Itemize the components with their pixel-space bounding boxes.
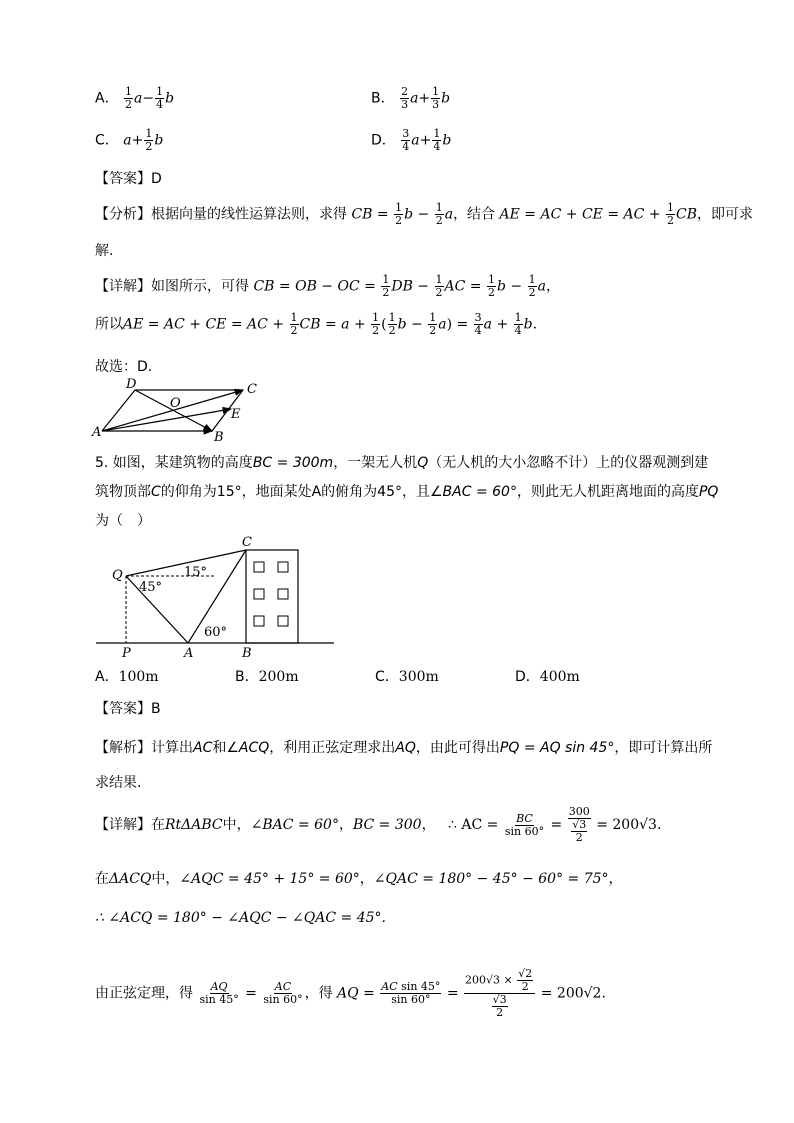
label-p: P <box>122 646 131 660</box>
detail-q5-line4: 由正弦定理，得 $\frac{AQ}{\sin 45^\circ}$ = $\frac{AC}{\sin 60^\circ}$ ，得 AQ = $\frac{\text{AC sin 45°}}{\sin 60^\circ}$ = 200√3 × $\frac{√2}{2}$ $\frac{√3}{2}$ = 200√2. <box>95 967 606 1019</box>
q5-option-d: D．400m <box>515 669 580 685</box>
q5-options <box>95 666 715 686</box>
label-b: B <box>214 430 224 444</box>
label-q: Q <box>112 568 123 583</box>
answer-q4: 【答案】D <box>95 171 162 187</box>
q5-stem-line3: 为（ ） <box>95 513 151 529</box>
angle-60: 60° <box>204 625 228 640</box>
label-o: O <box>170 396 181 411</box>
detail-q4-line2: 所以AE = AC + CE = AC + $\frac{1}{2}$ CB = a + $\frac{1}{2}$ ( $\frac{1}{2}$ b − $\frac{1}{2}$ a) = $\frac{3}{4}$ a + $\frac{1}{4}$ b. <box>95 311 538 337</box>
detail-q4-line1: 【详解】如图所示，可得 CB = OB − OC = $\frac{1}{2}$ DB − $\frac{1}{2}$ AC = $\frac{1}{2}$ b − $\frac{1}{2}$ a， <box>95 273 560 299</box>
detail-q5-line2: 在ΔACQ中，∠AQC = 45° + 15° = 60°，∠QAC = 180° − 45° − 60° = 75°， <box>95 871 623 887</box>
analysis-q5-cont: 求结果. <box>95 775 142 791</box>
q5-option-b: B．200m <box>235 669 299 685</box>
analysis-q4-cont: 解. <box>95 243 114 259</box>
conclusion-q4: 故选：D. <box>95 359 153 375</box>
detail-q5-line3: ∴ ∠ACQ = 180° − ∠AQC − ∠QAC = 45°. <box>95 910 386 926</box>
parallelogram-figure <box>90 376 270 444</box>
label-a: A <box>92 425 102 440</box>
label-c: C <box>247 382 257 397</box>
q5-stem-line1: 5. 如图，某建筑物的高度BC = 300m，一架无人机Q（无人机的大小忽略不计）上的仪器观测到建 <box>95 455 709 471</box>
label-a-bldg: A <box>184 646 194 660</box>
analysis-q5: 【解析】计算出AC和∠ACQ，利用正弦定理求出AQ，由此可得出PQ = AQ sin 45°，即可计算出所 <box>95 740 713 756</box>
label-c-bldg: C <box>242 535 252 550</box>
option-b: B． $\frac{2}{3}$ a+ $\frac{1}{3}$ b <box>371 85 451 111</box>
q5-option-c: C．300m <box>375 669 439 685</box>
angle-15: 15° <box>184 565 208 580</box>
answer-q5: 【答案】B <box>95 701 161 717</box>
option-c: C． a+ $\frac{1}{2}$ b <box>95 127 164 153</box>
option-a: A． $\frac{1}{2}$ a− $\frac{1}{4}$ b <box>95 85 175 111</box>
q5-stem-line2: 筑物顶部C的仰角为15°，地面某处A的俯角为45°，且∠BAC = 60°，则此无人机距离地面的高度PQ <box>95 484 719 500</box>
label-e: E <box>231 407 241 422</box>
building-figure <box>92 534 338 660</box>
angle-45: 45° <box>139 580 163 595</box>
q5-option-a: A．100m <box>95 669 159 685</box>
analysis-q4: 【分析】根据向量的线性运算法则，求得 CB = $\frac{1}{2}$ b − $\frac{1}{2}$ a，结合 AE = AC + CE = AC + $\frac{1}{2}$ CB，即可求 <box>95 201 754 227</box>
label-d: D <box>126 377 137 392</box>
detail-q5-line1: 【详解】在RtΔABC中，∠BAC = 60°，BC = 300， ∴ AC = $\frac{BC}{\sin 60^\circ}$ = $\frac{300}{\frac{√3}{2}}$ = 200√3. <box>95 805 662 844</box>
label-b-bldg: B <box>242 646 252 660</box>
option-d: D． $\frac{3}{4}$ a+ $\frac{1}{4}$ b <box>371 127 452 153</box>
